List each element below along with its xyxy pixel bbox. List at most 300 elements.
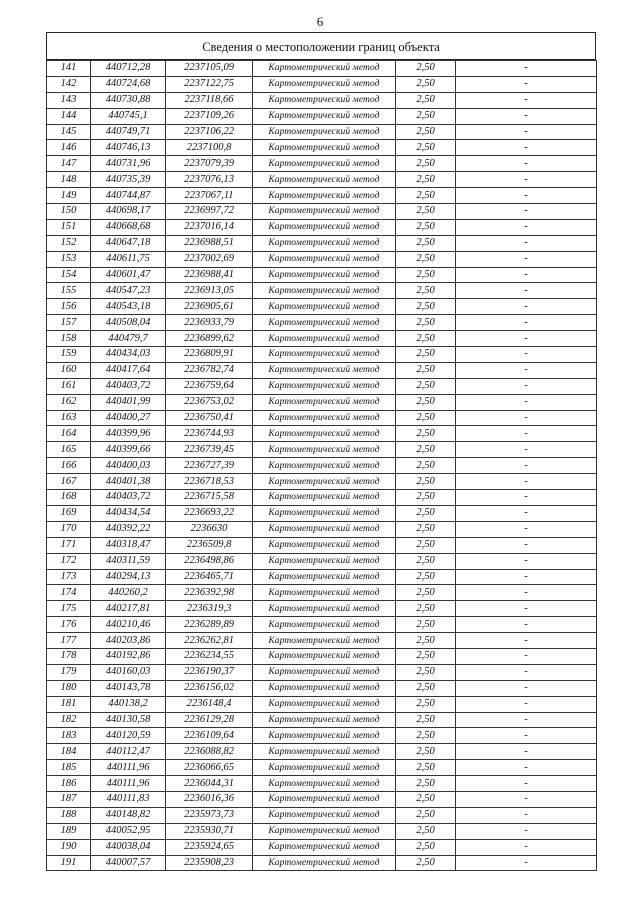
description-cell: -: [456, 633, 597, 649]
description-cell: -: [456, 791, 597, 807]
point-number-cell: 190: [47, 839, 91, 855]
y-coordinate-cell: 2236933,79: [166, 315, 253, 331]
y-coordinate-cell: 2237105,09: [166, 61, 253, 77]
method-cell: Картометрический метод: [253, 760, 396, 776]
y-coordinate-cell: 2236899,62: [166, 331, 253, 347]
table-row: [47, 617, 597, 633]
description-cell: -: [456, 442, 597, 458]
table-row: [47, 442, 597, 458]
x-coordinate-cell: 440052,95: [91, 823, 166, 839]
point-number-cell: 165: [47, 442, 91, 458]
point-number-cell: 155: [47, 283, 91, 299]
description-cell: -: [456, 728, 597, 744]
x-coordinate-cell: 440399,96: [91, 426, 166, 442]
method-cell: Картометрический метод: [253, 791, 396, 807]
x-coordinate-cell: 440712,28: [91, 61, 166, 77]
method-cell: Картометрический метод: [253, 219, 396, 235]
description-cell: -: [456, 410, 597, 426]
method-cell: Картометрический метод: [253, 156, 396, 172]
x-coordinate-cell: 440403,72: [91, 378, 166, 394]
x-coordinate-cell: 440744,87: [91, 188, 166, 204]
description-cell: -: [456, 331, 597, 347]
description-cell: -: [456, 235, 597, 251]
y-coordinate-cell: 2236744,93: [166, 426, 253, 442]
method-cell: Картометрический метод: [253, 362, 396, 378]
accuracy-cell: 2,50: [396, 569, 456, 585]
accuracy-cell: 2,50: [396, 855, 456, 871]
point-number-cell: 162: [47, 394, 91, 410]
x-coordinate-cell: 440417,64: [91, 362, 166, 378]
description-cell: -: [456, 601, 597, 617]
table-row: [47, 347, 597, 363]
method-cell: Картометрический метод: [253, 633, 396, 649]
method-cell: Картометрический метод: [253, 490, 396, 506]
description-cell: -: [456, 505, 597, 521]
table-row: [47, 219, 597, 235]
point-number-cell: 169: [47, 505, 91, 521]
y-coordinate-cell: 2237100,8: [166, 140, 253, 156]
accuracy-cell: 2,50: [396, 823, 456, 839]
point-number-cell: 158: [47, 331, 91, 347]
description-cell: -: [456, 490, 597, 506]
point-number-cell: 159: [47, 347, 91, 363]
method-cell: Картометрический метод: [253, 61, 396, 77]
table-row: [47, 823, 597, 839]
method-cell: Картометрический метод: [253, 235, 396, 251]
method-cell: Картометрический метод: [253, 855, 396, 871]
table-row: [47, 744, 597, 760]
y-coordinate-cell: 2236066,65: [166, 760, 253, 776]
x-coordinate-cell: 440260,2: [91, 585, 166, 601]
y-coordinate-cell: 2236727,39: [166, 458, 253, 474]
coordinates-table-body: [47, 61, 597, 871]
table-row: [47, 728, 597, 744]
point-number-cell: 153: [47, 251, 91, 267]
accuracy-cell: 2,50: [396, 728, 456, 744]
y-coordinate-cell: 2237016,14: [166, 219, 253, 235]
description-cell: -: [456, 267, 597, 283]
x-coordinate-cell: 440160,03: [91, 664, 166, 680]
method-cell: Картометрический метод: [253, 617, 396, 633]
accuracy-cell: 2,50: [396, 744, 456, 760]
accuracy-cell: 2,50: [396, 760, 456, 776]
description-cell: -: [456, 744, 597, 760]
method-cell: Картометрический метод: [253, 537, 396, 553]
x-coordinate-cell: 440735,39: [91, 172, 166, 188]
description-cell: -: [456, 347, 597, 363]
description-cell: -: [456, 664, 597, 680]
description-cell: -: [456, 569, 597, 585]
accuracy-cell: 2,50: [396, 188, 456, 204]
table-row: [47, 474, 597, 490]
description-cell: -: [456, 855, 597, 871]
point-number-cell: 161: [47, 378, 91, 394]
accuracy-cell: 2,50: [396, 156, 456, 172]
method-cell: Картометрический метод: [253, 124, 396, 140]
table-row: [47, 696, 597, 712]
description-cell: -: [456, 61, 597, 77]
y-coordinate-cell: 2236782,74: [166, 362, 253, 378]
description-cell: -: [456, 315, 597, 331]
table-row: [47, 394, 597, 410]
description-cell: -: [456, 204, 597, 220]
table-row: [47, 92, 597, 108]
method-cell: Картометрический метод: [253, 315, 396, 331]
y-coordinate-cell: 2237109,26: [166, 108, 253, 124]
accuracy-cell: 2,50: [396, 648, 456, 664]
table-row: [47, 712, 597, 728]
point-number-cell: 149: [47, 188, 91, 204]
y-coordinate-cell: 2236129,28: [166, 712, 253, 728]
description-cell: -: [456, 585, 597, 601]
x-coordinate-cell: 440210,46: [91, 617, 166, 633]
description-cell: -: [456, 839, 597, 855]
x-coordinate-cell: 440138,2: [91, 696, 166, 712]
y-coordinate-cell: 2236088,82: [166, 744, 253, 760]
y-coordinate-cell: 2236109,64: [166, 728, 253, 744]
table-row: [47, 331, 597, 347]
table-row: [47, 648, 597, 664]
method-cell: Картометрический метод: [253, 442, 396, 458]
method-cell: Картометрический метод: [253, 696, 396, 712]
x-coordinate-cell: 440508,04: [91, 315, 166, 331]
method-cell: Картометрический метод: [253, 76, 396, 92]
x-coordinate-cell: 440746,13: [91, 140, 166, 156]
x-coordinate-cell: 440434,03: [91, 347, 166, 363]
method-cell: Картометрический метод: [253, 172, 396, 188]
point-number-cell: 179: [47, 664, 91, 680]
table-row: [47, 108, 597, 124]
accuracy-cell: 2,50: [396, 331, 456, 347]
table-row: [47, 537, 597, 553]
method-cell: Картометрический метод: [253, 823, 396, 839]
method-cell: Картометрический метод: [253, 505, 396, 521]
y-coordinate-cell: 2237079,39: [166, 156, 253, 172]
y-coordinate-cell: 2236319,3: [166, 601, 253, 617]
point-number-cell: 181: [47, 696, 91, 712]
description-cell: -: [456, 188, 597, 204]
point-number-cell: 187: [47, 791, 91, 807]
table-row: [47, 61, 597, 77]
description-cell: -: [456, 680, 597, 696]
point-number-cell: 167: [47, 474, 91, 490]
x-coordinate-cell: 440148,82: [91, 807, 166, 823]
y-coordinate-cell: 2237076,13: [166, 172, 253, 188]
y-coordinate-cell: 2235924,65: [166, 839, 253, 855]
description-cell: -: [456, 108, 597, 124]
point-number-cell: 182: [47, 712, 91, 728]
description-cell: -: [456, 426, 597, 442]
description-cell: -: [456, 696, 597, 712]
method-cell: Картометрический метод: [253, 347, 396, 363]
description-cell: -: [456, 521, 597, 537]
method-cell: Картометрический метод: [253, 92, 396, 108]
description-cell: -: [456, 219, 597, 235]
point-number-cell: 163: [47, 410, 91, 426]
x-coordinate-cell: 440647,18: [91, 235, 166, 251]
description-cell: -: [456, 537, 597, 553]
y-coordinate-cell: 2236234,55: [166, 648, 253, 664]
method-cell: Картометрический метод: [253, 378, 396, 394]
y-coordinate-cell: 2236913,05: [166, 283, 253, 299]
description-cell: -: [456, 156, 597, 172]
accuracy-cell: 2,50: [396, 601, 456, 617]
x-coordinate-cell: 440038,04: [91, 839, 166, 855]
x-coordinate-cell: 440749,71: [91, 124, 166, 140]
table-row: [47, 680, 597, 696]
method-cell: Картометрический метод: [253, 585, 396, 601]
point-number-cell: 170: [47, 521, 91, 537]
accuracy-cell: 2,50: [396, 76, 456, 92]
method-cell: Картометрический метод: [253, 521, 396, 537]
accuracy-cell: 2,50: [396, 839, 456, 855]
point-number-cell: 144: [47, 108, 91, 124]
y-coordinate-cell: 2236630: [166, 521, 253, 537]
method-cell: Картометрический метод: [253, 394, 396, 410]
y-coordinate-cell: 2236262,81: [166, 633, 253, 649]
table-row: [47, 410, 597, 426]
method-cell: Картометрический метод: [253, 188, 396, 204]
table-row: [47, 458, 597, 474]
x-coordinate-cell: 440112,47: [91, 744, 166, 760]
x-coordinate-cell: 440724,68: [91, 76, 166, 92]
accuracy-cell: 2,50: [396, 378, 456, 394]
description-cell: -: [456, 712, 597, 728]
y-coordinate-cell: 2235973,73: [166, 807, 253, 823]
accuracy-cell: 2,50: [396, 140, 456, 156]
table-row: [47, 490, 597, 506]
point-number-cell: 183: [47, 728, 91, 744]
x-coordinate-cell: 440392,22: [91, 521, 166, 537]
table-row: [47, 156, 597, 172]
description-cell: -: [456, 776, 597, 792]
accuracy-cell: 2,50: [396, 299, 456, 315]
y-coordinate-cell: 2236988,51: [166, 235, 253, 251]
accuracy-cell: 2,50: [396, 362, 456, 378]
accuracy-cell: 2,50: [396, 537, 456, 553]
x-coordinate-cell: 440698,17: [91, 204, 166, 220]
x-coordinate-cell: 440547,23: [91, 283, 166, 299]
point-number-cell: 175: [47, 601, 91, 617]
x-coordinate-cell: 440401,99: [91, 394, 166, 410]
method-cell: Картометрический метод: [253, 474, 396, 490]
x-coordinate-cell: 440399,66: [91, 442, 166, 458]
boundary-sheet: [46, 32, 596, 871]
y-coordinate-cell: 2236509,8: [166, 537, 253, 553]
table-row: [47, 664, 597, 680]
description-cell: -: [456, 283, 597, 299]
x-coordinate-cell: 440434,54: [91, 505, 166, 521]
description-cell: -: [456, 394, 597, 410]
y-coordinate-cell: 2236016,36: [166, 791, 253, 807]
accuracy-cell: 2,50: [396, 108, 456, 124]
accuracy-cell: 2,50: [396, 458, 456, 474]
method-cell: Картометрический метод: [253, 744, 396, 760]
y-coordinate-cell: 2236044,31: [166, 776, 253, 792]
accuracy-cell: 2,50: [396, 505, 456, 521]
table-row: [47, 283, 597, 299]
description-cell: -: [456, 251, 597, 267]
x-coordinate-cell: 440401,38: [91, 474, 166, 490]
y-coordinate-cell: 2236289,89: [166, 617, 253, 633]
coordinates-table: [46, 60, 597, 871]
accuracy-cell: 2,50: [396, 204, 456, 220]
point-number-cell: 185: [47, 760, 91, 776]
accuracy-cell: 2,50: [396, 490, 456, 506]
accuracy-cell: 2,50: [396, 315, 456, 331]
accuracy-cell: 2,50: [396, 664, 456, 680]
accuracy-cell: 2,50: [396, 791, 456, 807]
y-coordinate-cell: 2236392,98: [166, 585, 253, 601]
x-coordinate-cell: 440007,57: [91, 855, 166, 871]
method-cell: Картометрический метод: [253, 251, 396, 267]
description-cell: -: [456, 172, 597, 188]
table-row: [47, 505, 597, 521]
x-coordinate-cell: 440611,75: [91, 251, 166, 267]
table-row: [47, 521, 597, 537]
method-cell: Картометрический метод: [253, 648, 396, 664]
description-cell: -: [456, 378, 597, 394]
y-coordinate-cell: 2236753,02: [166, 394, 253, 410]
table-row: [47, 601, 597, 617]
description-cell: -: [456, 760, 597, 776]
point-number-cell: 157: [47, 315, 91, 331]
accuracy-cell: 2,50: [396, 617, 456, 633]
point-number-cell: 154: [47, 267, 91, 283]
point-number-cell: 174: [47, 585, 91, 601]
y-coordinate-cell: 2237106,22: [166, 124, 253, 140]
method-cell: Картометрический метод: [253, 553, 396, 569]
point-number-cell: 186: [47, 776, 91, 792]
table-row: [47, 553, 597, 569]
table-row: [47, 204, 597, 220]
x-coordinate-cell: 440311,59: [91, 553, 166, 569]
table-row: [47, 855, 597, 871]
point-number-cell: 172: [47, 553, 91, 569]
accuracy-cell: 2,50: [396, 696, 456, 712]
accuracy-cell: 2,50: [396, 124, 456, 140]
page-number: 6: [316, 14, 324, 29]
description-cell: -: [456, 458, 597, 474]
y-coordinate-cell: 2237002,69: [166, 251, 253, 267]
accuracy-cell: 2,50: [396, 283, 456, 299]
y-coordinate-cell: 2236905,61: [166, 299, 253, 315]
accuracy-cell: 2,50: [396, 776, 456, 792]
table-row: [47, 776, 597, 792]
point-number-cell: 189: [47, 823, 91, 839]
method-cell: Картометрический метод: [253, 108, 396, 124]
table-row: [47, 807, 597, 823]
y-coordinate-cell: 2235908,23: [166, 855, 253, 871]
description-cell: -: [456, 474, 597, 490]
point-number-cell: 168: [47, 490, 91, 506]
accuracy-cell: 2,50: [396, 807, 456, 823]
accuracy-cell: 2,50: [396, 92, 456, 108]
y-coordinate-cell: 2237122,75: [166, 76, 253, 92]
point-number-cell: 152: [47, 235, 91, 251]
method-cell: Картометрический метод: [253, 410, 396, 426]
accuracy-cell: 2,50: [396, 251, 456, 267]
description-cell: -: [456, 807, 597, 823]
y-coordinate-cell: 2236465,71: [166, 569, 253, 585]
point-number-cell: 191: [47, 855, 91, 871]
point-number-cell: 151: [47, 219, 91, 235]
method-cell: Картометрический метод: [253, 458, 396, 474]
table-row: [47, 362, 597, 378]
y-coordinate-cell: 2236148,4: [166, 696, 253, 712]
description-cell: -: [456, 76, 597, 92]
point-number-cell: 173: [47, 569, 91, 585]
y-coordinate-cell: 2236498,86: [166, 553, 253, 569]
method-cell: Картометрический метод: [253, 140, 396, 156]
accuracy-cell: 2,50: [396, 219, 456, 235]
x-coordinate-cell: 440111,96: [91, 760, 166, 776]
x-coordinate-cell: 440143,78: [91, 680, 166, 696]
y-coordinate-cell: 2236759,64: [166, 378, 253, 394]
y-coordinate-cell: 2236715,58: [166, 490, 253, 506]
y-coordinate-cell: 2235930,71: [166, 823, 253, 839]
description-cell: -: [456, 124, 597, 140]
y-coordinate-cell: 2236988,41: [166, 267, 253, 283]
point-number-cell: 146: [47, 140, 91, 156]
description-cell: -: [456, 553, 597, 569]
table-row: [47, 76, 597, 92]
y-coordinate-cell: 2236997,72: [166, 204, 253, 220]
point-number-cell: 141: [47, 61, 91, 77]
point-number-cell: 180: [47, 680, 91, 696]
x-coordinate-cell: 440111,83: [91, 791, 166, 807]
method-cell: Картометрический метод: [253, 776, 396, 792]
x-coordinate-cell: 440111,96: [91, 776, 166, 792]
x-coordinate-cell: 440400,03: [91, 458, 166, 474]
accuracy-cell: 2,50: [396, 394, 456, 410]
x-coordinate-cell: 440294,13: [91, 569, 166, 585]
accuracy-cell: 2,50: [396, 680, 456, 696]
y-coordinate-cell: 2236190,37: [166, 664, 253, 680]
x-coordinate-cell: 440318,47: [91, 537, 166, 553]
point-number-cell: 156: [47, 299, 91, 315]
description-cell: -: [456, 617, 597, 633]
point-number-cell: 147: [47, 156, 91, 172]
table-row: [47, 315, 597, 331]
method-cell: Картометрический метод: [253, 664, 396, 680]
point-number-cell: 184: [47, 744, 91, 760]
table-row: [47, 585, 597, 601]
x-coordinate-cell: 440217,81: [91, 601, 166, 617]
point-number-cell: 164: [47, 426, 91, 442]
accuracy-cell: 2,50: [396, 235, 456, 251]
x-coordinate-cell: 440203,86: [91, 633, 166, 649]
x-coordinate-cell: 440731,96: [91, 156, 166, 172]
table-row: [47, 569, 597, 585]
point-number-cell: 178: [47, 648, 91, 664]
method-cell: Картометрический метод: [253, 426, 396, 442]
method-cell: Картометрический метод: [253, 204, 396, 220]
accuracy-cell: 2,50: [396, 633, 456, 649]
accuracy-cell: 2,50: [396, 521, 456, 537]
point-number-cell: 143: [47, 92, 91, 108]
accuracy-cell: 2,50: [396, 172, 456, 188]
accuracy-cell: 2,50: [396, 61, 456, 77]
method-cell: Картометрический метод: [253, 807, 396, 823]
table-row: [47, 299, 597, 315]
y-coordinate-cell: 2237067,11: [166, 188, 253, 204]
y-coordinate-cell: 2236156,02: [166, 680, 253, 696]
table-row: [47, 426, 597, 442]
table-row: [47, 378, 597, 394]
point-number-cell: 166: [47, 458, 91, 474]
point-number-cell: 177: [47, 633, 91, 649]
